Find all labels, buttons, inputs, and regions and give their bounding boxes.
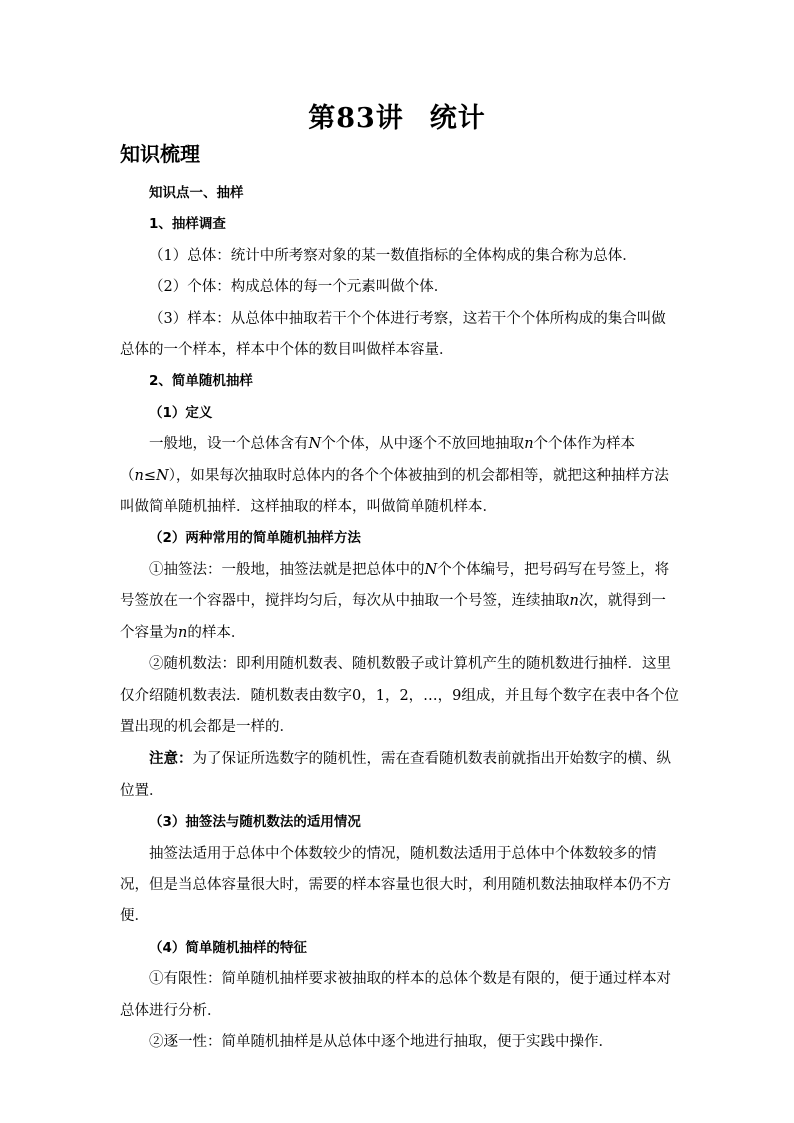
paragraph-population: （1）总体：统计中所考察对象的某一数值指标的全体构成的集合称为总体． bbox=[149, 247, 637, 264]
heading-simple-random-sampling: 2、简单随机抽样 bbox=[149, 373, 253, 390]
heading-features: （4）简单随机抽样的特征 bbox=[149, 939, 307, 956]
paragraph-lottery-method: ①抽签法：一般地，抽签法就是把总体中的N个个体编号，把号码写在号签上，将号签放在一个容器中，搅拌均匀后，每次从中抽取一个号签，连续抽取n次，就得到一个容量为n的样本． bbox=[120, 561, 670, 641]
paragraph-one-by-one: ②逐一性：简单随机抽样是从总体中逐个地进行抽取，便于实践中操作． bbox=[149, 1033, 613, 1050]
heading-two-methods: （2）两种常用的简单随机抽样方法 bbox=[149, 530, 361, 547]
heading-definition: （1）定义 bbox=[149, 404, 213, 421]
section-heading: 知识梳理 bbox=[120, 142, 200, 166]
heading-applicability: （3）抽签法与随机数法的适用情况 bbox=[149, 814, 361, 831]
paragraph-note: 注意：为了保证所选数字的随机性，需在查看随机数表前就指出开始数字的横、纵位置． bbox=[120, 750, 671, 799]
document-body bbox=[120, 178, 680, 1058]
lecture-topic: 统计 bbox=[429, 103, 486, 134]
paragraph-applicability: 抽签法适用于总体中个体数较少的情况，随机数法适用于总体中个体数较多的情况，但是当总体容量很大时，需要的样本容量也很大时，利用随机数法抽取样本仍不方便． bbox=[120, 845, 671, 925]
note-label: 注意： bbox=[149, 750, 193, 768]
paragraph-random-number-method: ②随机数法：即利用随机数表、随机数骰子或计算机产生的随机数进行抽样．这里仅介绍随机数表法．随机数表由数字0，1，2，…，9组成，并且每个数字在表中各个位置出现的机会都是一样的． bbox=[120, 656, 679, 735]
paragraph-definition: 一般地，设一个总体含有N个个体，从中逐个不放回地抽取n个个体作为样本（n≤N），如果每次抽取时总体内的各个个体被抽到的机会都相等，就把这种抽样方法叫做简单随机抽样．这样抽取的样本，叫做简单随机样本． bbox=[120, 436, 669, 516]
paragraph-sample: （3）样本：从总体中抽取若干个个体进行考察，这若干个个体所构成的集合叫做总体的一个样本，样本中个体的数目叫做样本容量． bbox=[120, 310, 666, 359]
page-title bbox=[0, 96, 794, 135]
heading-knowledge-point-1: 知识点一、抽样 bbox=[149, 185, 244, 201]
paragraph-individual: （2）个体：构成总体的每一个元素叫做个体． bbox=[149, 279, 449, 296]
heading-sampling-survey: 1、抽样调查 bbox=[149, 216, 226, 233]
lecture-number: 第83讲 bbox=[308, 103, 404, 134]
paragraph-finiteness: ①有限性：简单随机抽样要求被抽取的样本的总体个数是有限的，便于通过样本对总体进行分析． bbox=[120, 971, 671, 1019]
